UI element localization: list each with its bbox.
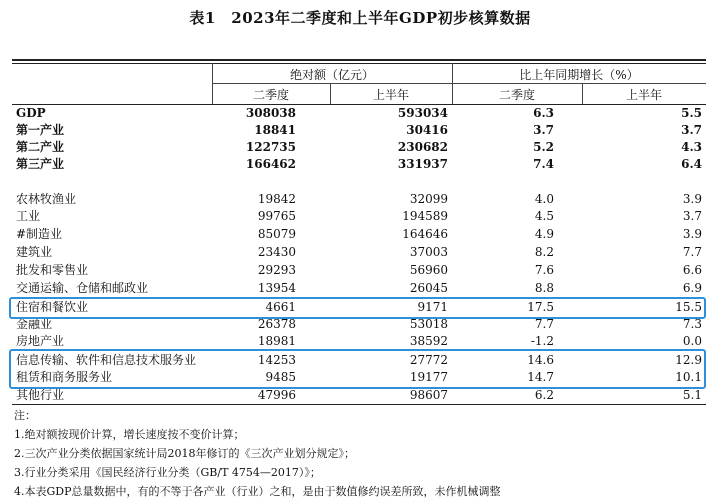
cell-q2-growth: -1.2: [530, 334, 554, 348]
cell-q2-absolute: 13954: [257, 281, 296, 295]
cell-h1-growth: 10.1: [675, 370, 702, 384]
cell-q2-absolute: 18841: [254, 123, 296, 137]
note-line: 1.绝对额按现价计算，增长速度按不变价计算；: [14, 428, 245, 441]
cell-h1-growth: 6.4: [681, 157, 702, 171]
row-name: 第一产业: [16, 123, 65, 137]
header-growth-group: 比上年同期增长（%）: [519, 68, 639, 82]
table-row: [12, 191, 706, 208]
cell-q2-growth: 4.0: [534, 192, 554, 206]
row-name: 住宿和餐饮业: [16, 300, 89, 314]
table-row: [12, 208, 706, 225]
cell-h1-absolute: 26045: [409, 281, 448, 295]
cell-h1-absolute: 194589: [402, 209, 448, 223]
cell-h1-growth: 5.5: [681, 106, 702, 120]
cell-q2-growth: 4.9: [534, 227, 554, 241]
header-absolute-group: 绝对额（亿元）: [289, 68, 374, 82]
cell-h1-growth: 3.9: [682, 227, 702, 241]
row-name: GDP: [16, 106, 46, 120]
cell-q2-absolute: 26378: [257, 317, 296, 331]
table-row: [12, 280, 706, 297]
cell-h1-absolute: 9171: [417, 300, 448, 314]
cell-q2-growth: 8.8: [534, 281, 554, 295]
notes: [14, 406, 501, 501]
table-row: [12, 244, 706, 261]
row-name: 交通运输、仓储和邮政业: [16, 281, 149, 295]
table-row: [12, 156, 706, 173]
row-name: 金融业: [16, 317, 53, 331]
cell-h1-growth: 3.9: [682, 192, 702, 206]
cell-h1-growth: 5.1: [682, 388, 702, 402]
cell-q2-absolute: 47996: [257, 388, 296, 402]
row-name: 房地产业: [16, 334, 65, 348]
note-line: 注：: [14, 409, 36, 422]
cell-q2-growth: 7.4: [533, 157, 554, 171]
cell-q2-absolute: 9485: [265, 370, 296, 384]
cell-q2-absolute: 18981: [257, 334, 296, 348]
top-rule-thick: [12, 59, 706, 61]
cell-h1-growth: 6.9: [682, 281, 702, 295]
header-q2-abs: 二季度: [252, 88, 289, 102]
cell-q2-growth: 14.6: [527, 353, 554, 367]
top-rule-thin: [12, 63, 706, 64]
cell-h1-absolute: 30416: [406, 123, 448, 137]
cell-q2-absolute: 122735: [245, 140, 296, 154]
highlight-box-accommodation: [9, 297, 706, 319]
cell-q2-absolute: 166462: [245, 157, 296, 171]
cell-q2-absolute: 14253: [257, 353, 296, 367]
cell-h1-absolute: 19177: [409, 370, 448, 384]
table-row: [12, 139, 706, 156]
row-name: 第三产业: [16, 157, 65, 171]
note-line: 3.行业分类采用《国民经济行业分类（GB/T 4754—2017）》；: [14, 466, 321, 479]
cell-q2-absolute: 19842: [257, 192, 296, 206]
cell-h1-absolute: 38592: [409, 334, 448, 348]
cell-q2-growth: 6.2: [534, 388, 554, 402]
cell-h1-absolute: 56960: [409, 263, 448, 277]
cell-q2-absolute: 4661: [265, 300, 296, 314]
cell-h1-growth: 12.9: [675, 353, 702, 367]
cell-q2-growth: 3.7: [533, 123, 554, 137]
table-title: 表1 2023年二季度和上半年GDP初步核算数据: [189, 9, 531, 27]
cell-q2-growth: 14.7: [527, 370, 554, 384]
cell-h1-absolute: 37003: [409, 245, 448, 259]
row-name: #制造业: [16, 227, 63, 241]
table-row: [12, 105, 706, 122]
cell-q2-growth: 5.2: [533, 140, 554, 154]
cell-q2-growth: 7.7: [534, 317, 554, 331]
header-h1-growth: 上半年: [625, 88, 662, 102]
row-name: 建筑业: [16, 245, 53, 259]
cell-q2-growth: 17.5: [527, 300, 554, 314]
table-row: [12, 387, 706, 404]
cell-q2-growth: 8.2: [534, 245, 554, 259]
note-line: 4.本表GDP总量数据中，有的不等于各产业（行业）之和，是由于数值修约误差所致，未作机械调整: [14, 485, 501, 498]
row-name: 信息传输、软件和信息技术服务业: [16, 353, 197, 367]
cell-h1-growth: 3.7: [681, 123, 702, 137]
cell-q2-growth: 6.3: [533, 106, 554, 120]
cell-q2-growth: 7.6: [534, 263, 554, 277]
cell-h1-absolute: 98607: [409, 388, 448, 402]
row-name: 第二产业: [16, 140, 65, 154]
table-bottom-rule: [12, 404, 706, 405]
table-row: [12, 262, 706, 279]
cell-h1-growth: 7.7: [682, 245, 702, 259]
cell-h1-growth: 15.5: [675, 300, 702, 314]
row-name: 工业: [16, 209, 41, 223]
cell-h1-absolute: 164646: [402, 227, 448, 241]
row-name: 农林牧渔业: [16, 192, 77, 206]
cell-h1-absolute: 32099: [409, 192, 448, 206]
cell-q2-absolute: 29293: [257, 263, 296, 277]
cell-h1-absolute: 331937: [397, 157, 448, 171]
cell-h1-absolute: 27772: [409, 353, 448, 367]
cell-h1-growth: 3.7: [682, 209, 702, 223]
row-name: 批发和零售业: [16, 263, 89, 277]
header-q2-growth: 二季度: [498, 88, 535, 102]
cell-q2-absolute: 99765: [257, 209, 296, 223]
row-name: 租赁和商务服务业: [16, 370, 113, 384]
cell-q2-absolute: 308038: [245, 106, 296, 120]
header-h1-abs: 上半年: [372, 88, 409, 102]
cell-q2-absolute: 85079: [257, 227, 296, 241]
cell-q2-absolute: 23430: [257, 245, 296, 259]
note-line: 2.三次产业分类依据国家统计局2018年修订的《三次产业划分规定》；: [14, 447, 355, 460]
cell-h1-absolute: 53018: [409, 317, 448, 331]
table-row: [12, 226, 706, 243]
cell-h1-growth: 4.3: [681, 140, 702, 154]
cell-q2-growth: 4.5: [534, 209, 554, 223]
cell-h1-growth: 6.6: [682, 263, 702, 277]
cell-h1-absolute: 593034: [397, 106, 448, 120]
highlight-box-it-leasing: [9, 349, 706, 389]
cell-h1-absolute: 230682: [397, 140, 448, 154]
table-row: [12, 122, 706, 139]
table-row: [12, 333, 706, 350]
row-name: 其他行业: [16, 388, 65, 402]
cell-h1-growth: 7.3: [682, 317, 702, 331]
cell-h1-growth: 0.0: [682, 334, 702, 348]
header-group-underline: [212, 83, 706, 84]
